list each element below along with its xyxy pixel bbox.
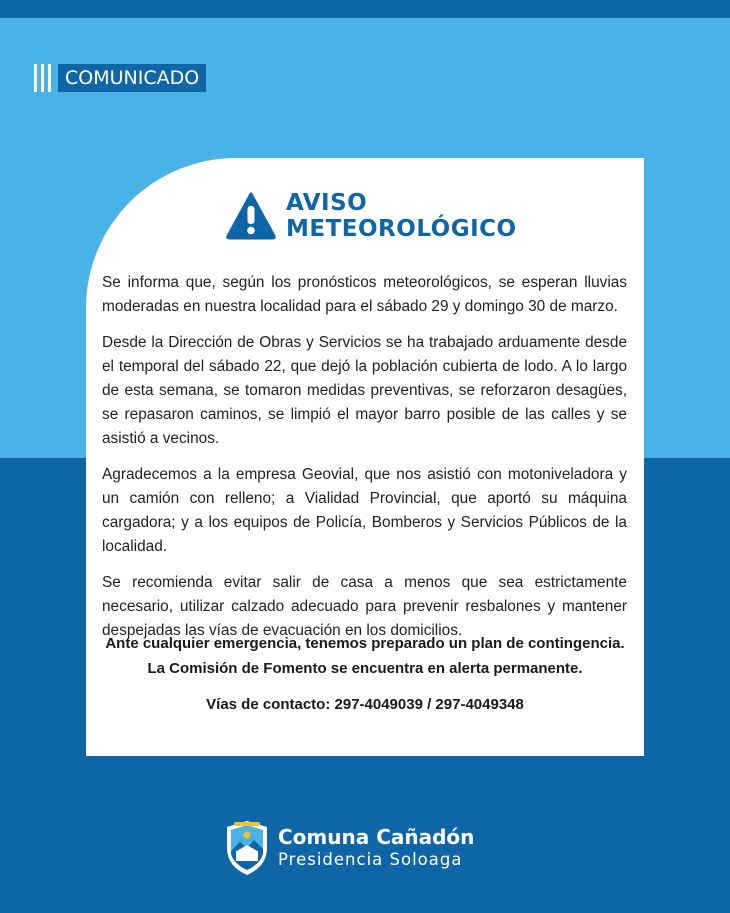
municipal-emblem-icon xyxy=(222,818,272,878)
paragraph: Desde la Dirección de Obras y Servicios se ha trabajado arduamente desde el temporal del sábado 22, que dejó la población cubierta de lodo. A lo largo de esta semana, se tomaron medidas preventivas, se reforzaron desagües, se repasaron caminos, se limpió el mayor barro posible de las calles y se asistió a vecinos. xyxy=(102,334,627,447)
heading-line-2: METEOROLÓGICO xyxy=(286,216,517,242)
emergency-line-1: Ante cualquier emergencia, tenemos preparado un plan de contingencia. xyxy=(105,635,625,652)
heading-line-1: AVISO xyxy=(286,190,368,216)
notice-body xyxy=(102,271,627,655)
emergency-line-2: La Comisión de Fomento se encuentra en alerta permanente. xyxy=(147,660,583,677)
logo-title: Comuna Cañadón xyxy=(278,825,475,849)
tag-bars-icon xyxy=(34,64,51,92)
contact-line: Vías de contacto: 297-4049039 / 297-4049348 xyxy=(206,696,524,713)
paragraph: Agradecemos a la empresa Geovial, que nos asistió con motoniveladora y un camión con relleno; a Vialidad Provincial, que aportó su máquina cargadora; y a los equipos de Policía, Bomberos y Servicios Públicos de la localidad. xyxy=(102,466,627,555)
paragraph: Se recomienda evitar salir de casa a menos que sea estrictamente necesario, utilizar calzado adecuado para prevenir resbalones y mantener despejadas las vías de evacuación en los domicilios. xyxy=(102,574,627,639)
notice-heading xyxy=(226,190,517,242)
emergency-note xyxy=(96,631,634,681)
tag-label: COMUNICADO xyxy=(58,64,206,92)
warning-triangle-icon xyxy=(226,192,276,240)
top-strip xyxy=(0,0,730,18)
comunicado-tag xyxy=(34,64,206,92)
logo-subtitle: Presidencia Soloaga xyxy=(278,850,463,869)
comuna-logo xyxy=(222,818,474,878)
paragraph: Se informa que, según los pronósticos meteorológicos, se esperan lluvias moderadas en nuestra localidad para el sábado 29 y domingo 30 de marzo. xyxy=(102,274,627,315)
